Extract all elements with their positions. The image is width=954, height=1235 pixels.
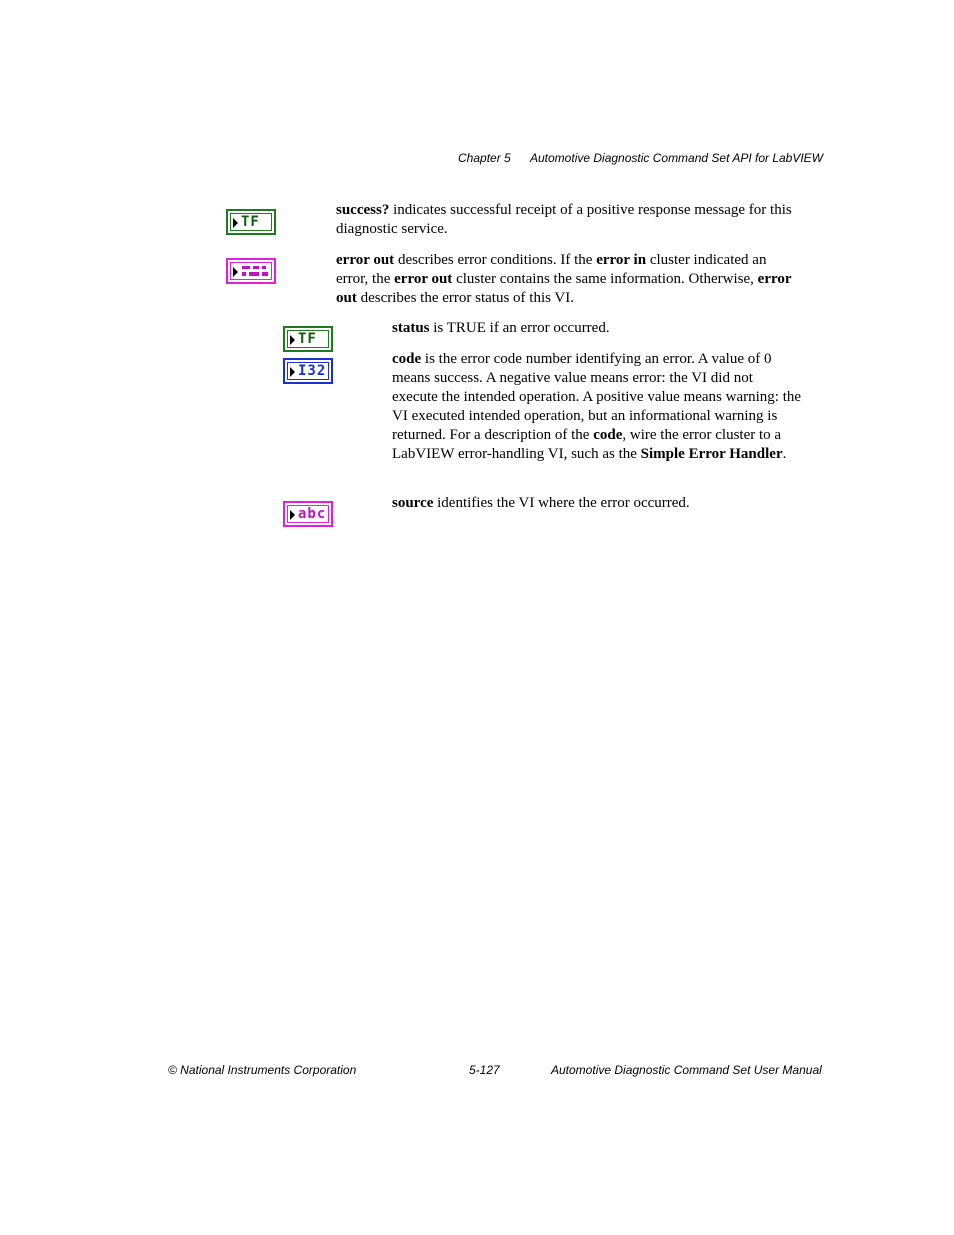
param-name: error out [336,252,395,268]
boolean-indicator-icon [283,326,333,352]
icon-label: abc [298,506,327,522]
footer-manual-title: Automotive Diagnostic Command Set User Manual [551,1063,822,1077]
param-status: status is TRUE if an error occurred. [392,320,610,336]
arrow-icon [233,218,238,228]
param-source: source identifies the VI where the error occurred. [392,495,690,511]
param-name: code [392,351,422,367]
param-name: success? [336,202,390,218]
arrow-icon [290,335,295,345]
icon-label: TF [298,331,317,347]
param-code: code is the error code number identifying an error. A value of 0 means success. A negative value means error: the VI did not execute the intended operation. A positive value means warning: the VI executed intended operation, but an informational warning is returned. For a description of the code, wire the error cluster to a LabVIEW error-handling VI, such as the Simple Error Handler. [392,351,802,462]
param-name: status [392,320,430,336]
header-title: Automotive Diagnostic Command Set API for LabVIEW [530,151,824,165]
arrow-icon [290,367,295,377]
icon-label: I32 [298,363,327,379]
icon-label: TF [241,214,260,230]
string-indicator-icon [283,501,333,527]
boolean-indicator-icon [226,209,276,235]
cluster-glyph-icon [241,265,271,278]
arrow-icon [233,267,238,277]
i32-indicator-icon [283,358,333,384]
header-chapter: Chapter 5 [458,151,511,165]
param-success: success? indicates successful receipt of a positive response message for this diagnostic service. [336,202,792,237]
param-name: source [392,495,434,511]
error-cluster-indicator-icon [226,258,276,284]
footer-copyright: © National Instruments Corporation [168,1063,357,1077]
footer-page-number: 5-127 [469,1063,500,1077]
param-error-out: error out describes error conditions. If the error in cluster indicated an error, the error out cluster contains the same information. Otherwise, error out describes the error status of this VI. [336,252,792,306]
arrow-icon [290,510,295,520]
